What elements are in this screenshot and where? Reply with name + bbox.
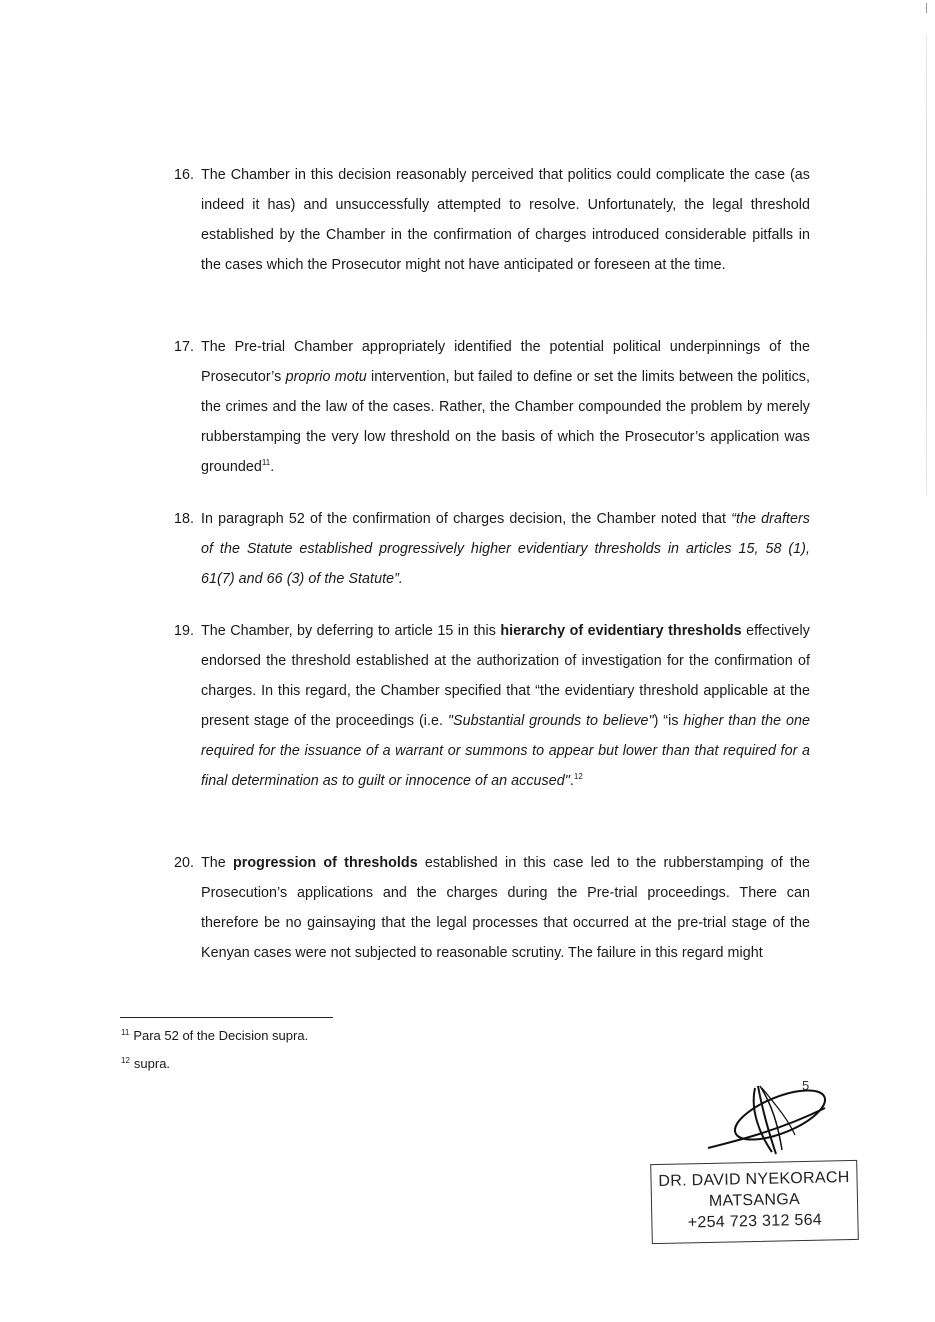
text-segment: .: [270, 459, 275, 475]
footnote-text: supra.: [133, 1056, 171, 1071]
text-segment: "Substantial grounds to believe": [447, 713, 654, 729]
text-segment: The Chamber in this decision reasonably perceived that politics could complicate the case (as indeed it has) and unsuccessfully attempted to resolve. Unfortunately, the legal threshold established by the Chamber in the confirmation of charges introduced considerable pitfalls in the cases which the Prosecutor might not have anticipated or foreseen at the time.: [201, 167, 810, 273]
text-segment: effectively endorsed the threshold established at the authorization of investigation for the confirmation of charges. In this regard, the Chamber specified that “the evidentiary threshold applicable at the present stage of the proceedings (i.e.: [201, 623, 810, 729]
paragraph-19: [174, 616, 810, 796]
paragraph-body: [201, 616, 810, 796]
paragraph-number: 18.: [174, 511, 195, 527]
paragraph-number: 17.: [174, 339, 195, 355]
paragraph-16: [174, 160, 810, 280]
paragraph-17: [174, 332, 810, 482]
text-segment: progression of thresholds: [232, 855, 418, 871]
footnote-mark: 12: [121, 1056, 130, 1065]
paragraph-number: 16.: [174, 167, 195, 183]
stamp-phone: +254 723 312 564: [687, 1211, 823, 1232]
footnote-reference: 11: [261, 458, 271, 467]
paragraph-body: [201, 504, 810, 594]
scan-edge-line: [926, 35, 927, 495]
scan-edge-mark: [926, 3, 927, 13]
footnote-separator: [120, 1017, 333, 1018]
text-segment: The Pre-trial Chamber appropriately identified the potential political underpinnings of the Prosecutor’s: [201, 339, 810, 385]
paragraph-body: [201, 160, 810, 280]
text-segment: The: [201, 855, 233, 871]
text-segment: “the drafters of the Statute established progressively higher evidentiary thresholds in articles 15, 58 (1), 61(7) and 66 (3) of the Statute”.: [201, 511, 811, 587]
footnote-mark: 11: [121, 1028, 130, 1037]
text-segment: higher than the one required for the issuance of a warrant or summons to appear but lower than that required for a final determination as to guilt or innocence of an accused": [201, 713, 811, 789]
paragraph-body: [201, 848, 810, 968]
paragraph-body: [201, 332, 810, 482]
paragraph-number: 20.: [174, 855, 195, 871]
footnote-11: [121, 1028, 308, 1043]
text-segment: The Chamber, by deferring to article 15 in this: [201, 623, 501, 639]
signature-icon: [700, 1080, 840, 1160]
contact-stamp: [650, 1160, 859, 1244]
footnote-12: [121, 1056, 170, 1071]
text-segment: intervention, but failed to define or set the limits between the politics, the crimes and the law of the cases. Rather, the Chamber compounded the problem by merely rubberstamping the very low threshold on the basis of which the Prosecutor’s application was grounded: [201, 369, 810, 475]
paragraph-20: [174, 848, 810, 968]
paragraph-18: [174, 504, 810, 594]
footnote-reference: 12: [573, 772, 583, 781]
footnote-text: Para 52 of the Decision supra.: [133, 1028, 309, 1043]
text-segment: In paragraph 52 of the confirmation of charges decision, the Chamber noted that: [201, 511, 732, 527]
page-number: 5: [802, 1078, 810, 1093]
paragraph-number: 19.: [174, 623, 195, 639]
stamp-surname: MATSANGA: [708, 1191, 801, 1210]
stamp-name: DR. DAVID NYEKORACH: [658, 1169, 850, 1191]
text-segment: ) “is: [653, 713, 684, 729]
text-segment: hierarchy of evidentiary thresholds: [500, 623, 742, 639]
text-segment: .: [569, 773, 574, 789]
text-segment: established in this case led to the rubberstamping of the Prosecution’s applications and the charges during the Pre-trial proceedings. There can therefore be no gainsaying that the legal processes that occurred at the pre-trial stage of the Kenyan cases were not subjected to reasonable scrutiny. The failure in this regard might: [201, 855, 811, 961]
text-segment: proprio motu: [285, 369, 367, 385]
